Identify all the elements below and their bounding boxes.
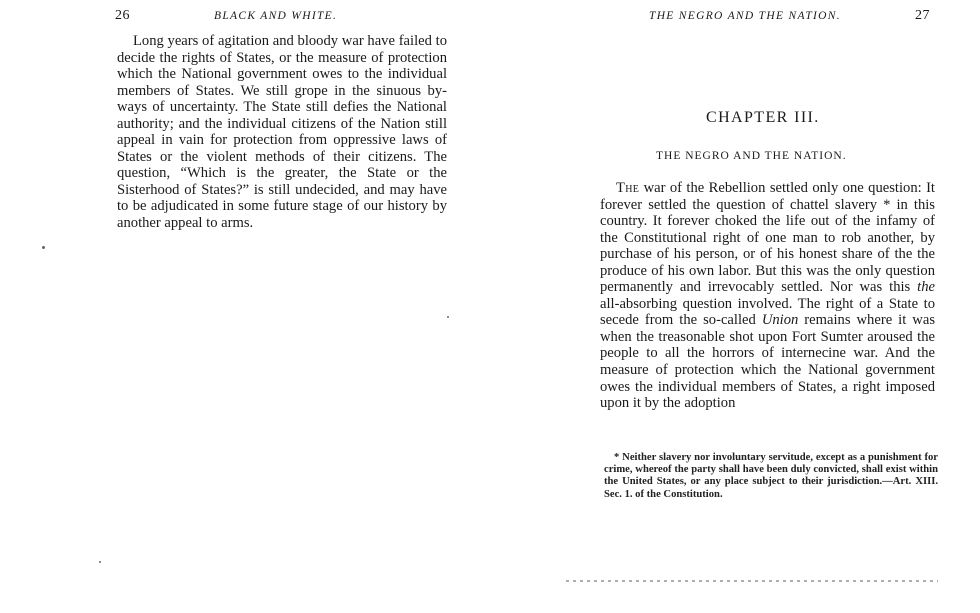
italic-union: Union xyxy=(761,312,799,329)
page-number-left: 26 xyxy=(115,8,130,23)
body-text-3: remains where it was when the treasonable shot upon Fort Sumter aroused the people to all the horrors of internecine war. And the measure of protection which the National government owes the individual members of States, a right imposed upon it by the adoption xyxy=(600,312,935,412)
print-speck xyxy=(99,561,101,563)
right-page xyxy=(490,0,980,613)
body-text-2: all-absorbing question involved. The right of a State to secede from the so-called xyxy=(600,295,935,329)
print-speck xyxy=(42,246,45,249)
chapter-subtitle: THE NEGRO AND THE NATION. xyxy=(656,150,847,162)
running-head-right: THE NEGRO AND THE NATION. xyxy=(649,10,841,22)
left-body-paragraph: Long years of agitation and bloody war have failed to decide the rights of States, or the measure of protection which the National government owes to the individual members of States. We still grope in the sinuous by-ways of uncertainty. The State still defies the National authority; and the individual citizens of the Nation still appeal in vain for protection from oppressive laws of States or the violent methods of their citizens. The question, “Which is the greater, the State or the Sisterhood of States?” is still undecided, and may have to be adjudicated in some future stage of our history by another appeal to arms. xyxy=(117,33,447,232)
running-head-left: BLACK AND WHITE. xyxy=(214,10,338,22)
print-speck xyxy=(447,316,449,318)
opening-word: The xyxy=(616,180,640,196)
page-number-right: 27 xyxy=(915,8,930,23)
left-page xyxy=(0,0,480,613)
footnote: * Neither slavery nor involuntary servitude, except as a punishment for crime, whereof the party shall have been duly convicted, shall exist within the United States, or any place subject to their jurisdiction.—Art. XIII. Sec. 1. of the Constitution. xyxy=(604,452,938,500)
body-text-1: war of the Rebellion settled only one question: It forever settled the question of chattel slavery * in this country. It forever choked the life out of the infamy of the Constitutional right of one man to rob another, by purchase of his person, or of his honest share of the the produce of his own labor. But this was the only question permanently and irrevocably settled. Nor was this xyxy=(600,180,935,296)
chapter-title: CHAPTER III. xyxy=(706,109,820,126)
italic-the: the xyxy=(917,279,935,296)
right-body-paragraph xyxy=(600,180,935,412)
bottom-edge-dots xyxy=(566,580,938,582)
